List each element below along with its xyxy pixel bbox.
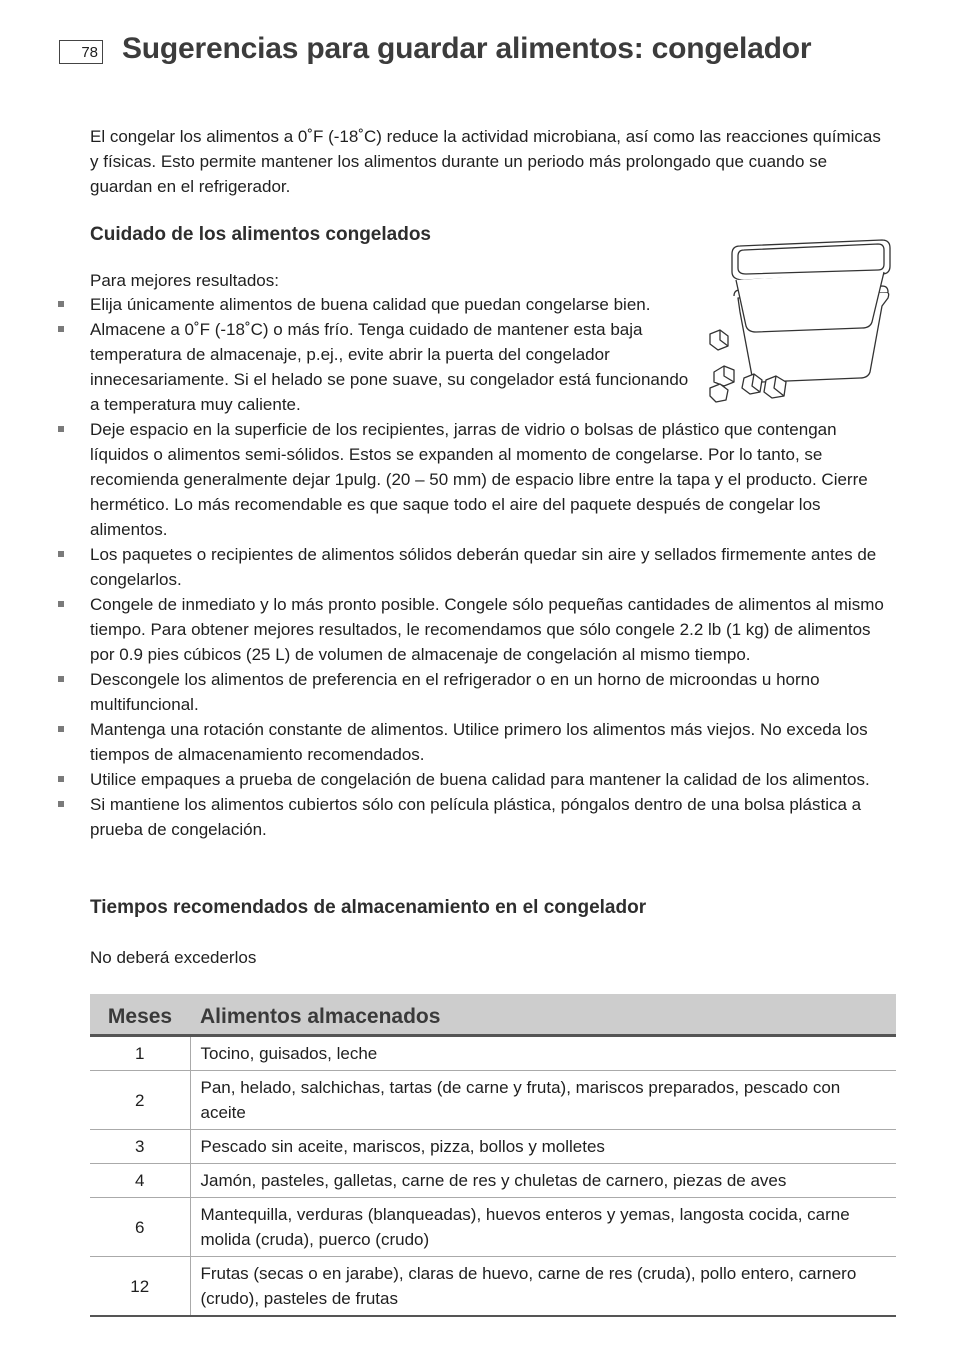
bullet-square-icon (58, 776, 64, 782)
table-row (90, 1130, 896, 1164)
bullet-square-icon (58, 426, 64, 432)
bullet-square-icon (58, 601, 64, 607)
months-cell: 3 (90, 1130, 190, 1164)
storage-note: No deberá excederlos (90, 948, 257, 967)
column-header-foods: Alimentos almacenados (190, 994, 896, 1036)
months-cell: 1 (90, 1036, 190, 1071)
months-cell: 2 (90, 1071, 190, 1130)
list-item: Si mantiene los alimentos cubiertos sólo con película plástica, póngalos dentro de una bolsa plástica a prueba de congelación. (90, 792, 896, 842)
list-item: Los paquetes o recipientes de alimentos sólidos deberán quedar sin aire y sellados firmemente antes de congelarlos. (90, 542, 896, 592)
foods-cell: Tocino, guisados, leche (190, 1036, 896, 1071)
table-row (90, 1071, 896, 1130)
storage-heading: Tiempos recomendados de almacenamiento en el congelador (90, 897, 647, 918)
foods-cell: Frutas (secas o en jarabe), claras de huevo, carne de res (cruda), pollo entero, carnero (crudo), pasteles de frutas (190, 1257, 896, 1317)
storage-times-table (90, 994, 896, 1317)
list-item: Descongele los alimentos de preferencia en el refrigerador o en un horno de microondas u horno multifuncional. (90, 667, 896, 717)
foods-cell: Pan, helado, salchichas, tartas (de carne y fruta), mariscos preparados, pescado con aceite (190, 1071, 896, 1130)
column-header-months: Meses (90, 994, 190, 1036)
intro-paragraph: El congelar los alimentos a 0˚F (-18˚C) reduce la actividad microbiana, así como las reacciones químicas y físicas. Esto permite mantener los alimentos durante un periodo más prolongado que cuando se guardan en el refrigerador. (90, 127, 881, 196)
care-lead: Para mejores resultados: (90, 271, 279, 290)
page-number: 78 (59, 40, 103, 64)
months-cell: 12 (90, 1257, 190, 1317)
page-title: Sugerencias para guardar alimentos: congelador (122, 32, 812, 65)
table-row (90, 1164, 896, 1198)
table-row (90, 1198, 896, 1257)
list-item: Congele de inmediato y lo más pronto posible. Congele sólo pequeñas cantidades de alimentos al mismo tiempo. Para obtener mejores resultados, le recomendamos que sólo congele 2.2 lb (1 kg) de alimentos por 0.9 pies cúbicos (25 L) de volumen de almacenaje de congelación al mismo tiempo. (90, 592, 896, 667)
bullet-square-icon (58, 801, 64, 807)
bullet-square-icon (58, 326, 64, 332)
months-cell: 4 (90, 1164, 190, 1198)
foods-cell: Jamón, pasteles, galletas, carne de res y chuletas de carnero, piezas de aves (190, 1164, 896, 1198)
bullet-square-icon (58, 551, 64, 557)
table-row (90, 1257, 896, 1317)
bullet-square-icon (58, 676, 64, 682)
months-cell: 6 (90, 1198, 190, 1257)
foods-cell: Pescado sin aceite, mariscos, pizza, bollos y molletes (190, 1130, 896, 1164)
table-header-row (90, 994, 896, 1036)
list-item: Elija únicamente alimentos de buena calidad que puedan congelarse bien. (90, 292, 690, 317)
foods-cell: Mantequilla, verduras (blanqueadas), huevos enteros y yemas, langosta cocida, carne molida (cruda), puerco (crudo) (190, 1198, 896, 1257)
list-item: Utilice empaques a prueba de congelación de buena calidad para mantener la calidad de los alimentos. (90, 767, 896, 792)
list-item: Deje espacio en la superficie de los recipientes, jarras de vidrio o bolsas de plástico que contengan líquidos o alimentos semi-sólidos. Estos se expanden al momento de congelarse. Por lo tanto, se recomienda generalmente dejar 1pulg. (20 – 50 mm) de espacio libre entre la tapa y el producto. Cierre hermético. Lo más recomendable es que saque todo el aire del paquete después de congelar los alimentos. (90, 417, 896, 542)
list-item: Mantenga una rotación constante de alimentos. Utilice primero los alimentos más viejos. No exceda los tiempos de almacenamiento recomendados. (90, 717, 896, 767)
bullet-square-icon (58, 301, 64, 307)
bullet-square-icon (58, 726, 64, 732)
list-item: Almacene a 0˚F (-18˚C) o más frío. Tenga cuidado de mantener esta baja temperatura de almacenaje, p.ej., evite abrir la puerta del congelador innecesariamente. Si el helado se pone suave, su congelador está funcionando a temperatura muy caliente. (90, 317, 690, 417)
care-bullet-list (90, 292, 896, 842)
table-row (90, 1036, 896, 1071)
care-heading: Cuidado de los alimentos congelados (90, 224, 431, 245)
